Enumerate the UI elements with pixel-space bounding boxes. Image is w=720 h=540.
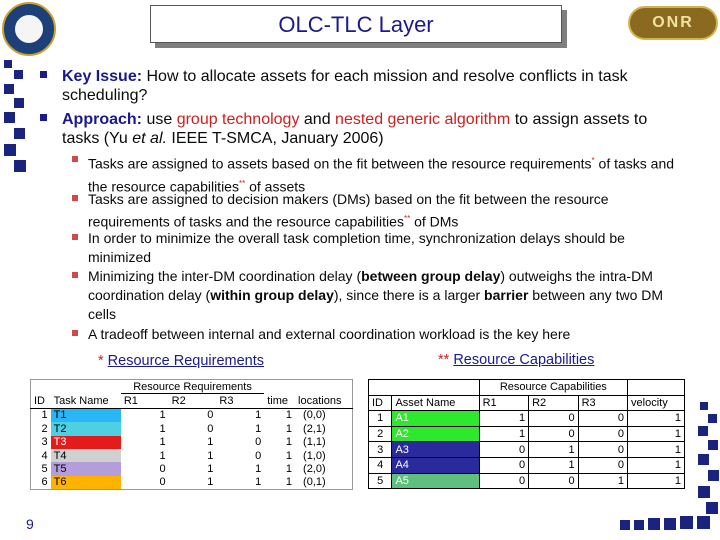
cell-loc: (2,1) [303,422,326,435]
cell-id: 5 [41,463,48,476]
cap-header-r2: R2 [529,395,578,411]
cap-header-velocity: velocity [628,395,685,411]
cell-id: 2 [41,422,48,435]
onr-logo: ONR [628,6,718,40]
cell-r2: 0 [207,422,214,435]
cell-id: 4 [41,449,48,462]
cell-r1: 1 [159,436,166,449]
cell-name: A4 [392,457,479,473]
cell-name: T4 [51,449,121,462]
cell-loc: (0,1) [303,476,326,489]
capabilities-table [368,379,685,489]
cap-header-r3: R3 [578,395,627,411]
cell-vel: 1 [628,426,685,442]
table-row [31,462,353,475]
cell-time: 1 [285,409,293,422]
cell-r1: 0 [479,442,528,458]
cap-header-id: ID [369,395,392,411]
cell-vel: 1 [628,473,685,489]
cell-r3: 1 [255,422,262,435]
subbullet-assets-fit: Tasks are assigned to assets based on the fit between the resource requirements* of tasks and the resource capabilities** of assets [88,151,688,196]
req-header-r2: R2 [171,395,186,408]
req-group-header: Resource Requirements [121,380,264,394]
cell-r3: 1 [255,476,262,489]
cell-name: T1 [51,408,121,422]
cell-id: 6 [41,476,48,489]
cell-r3: 1 [578,473,627,489]
page-number: 9 [26,516,34,532]
subbullet-tradeoff: A tradeoff between internal and external coordination workload is the key here [88,325,688,344]
table-row [369,426,685,442]
subbullet-dms-fit: Tasks are assigned to decision makers (DMs) based on the fit between the resource requirements of tasks and the resource capabilities** of DMs [88,190,688,232]
cell-r3: 0 [578,442,627,458]
cell-r2: 0 [529,411,578,427]
title-box [150,5,562,43]
cell-r3: 1 [255,409,262,422]
cell-loc: (0,0) [303,409,326,422]
cell-name: A1 [392,411,479,427]
table-row [31,436,353,449]
cell-vel: 1 [628,442,685,458]
bullet-key-issue: Key Issue: How to allocate assets for each mission and resolve conflicts in task scheduling? [62,67,652,105]
cell-id: 2 [369,426,392,442]
cell-id: 3 [369,442,392,458]
cell-id: 5 [369,473,392,489]
cell-loc: (2,0) [303,463,326,476]
cell-time: 1 [285,422,293,435]
cell-name: A5 [392,473,479,489]
cell-r3: 0 [578,426,627,442]
table-row [31,449,353,462]
cell-r1: 1 [159,409,166,422]
table-row [369,442,685,458]
cell-r2: 0 [529,426,578,442]
cell-name: T5 [51,462,121,475]
cell-id: 1 [369,411,392,427]
cell-time: 1 [285,436,293,449]
req-header-task: Task Name [53,394,109,407]
cell-vel: 1 [628,411,685,427]
resource-requirements-label: * Resource Requirements [98,353,265,369]
cell-name: T6 [51,476,121,490]
cell-r1: 1 [159,422,166,435]
cell-loc: (1,0) [303,449,326,462]
cell-r2: 0 [207,409,214,422]
resource-capabilities-label: ** Resource Capabilities [438,352,595,368]
cell-id: 4 [369,457,392,473]
cell-r1: 0 [479,457,528,473]
cell-r3: 1 [255,463,262,476]
cell-r1: 0 [159,463,166,476]
req-header-locations: locations [298,394,342,407]
req-header-r1: R1 [123,395,138,408]
cell-name: T2 [51,422,121,435]
cell-r1: 0 [479,473,528,489]
cell-r1: 1 [479,411,528,427]
cell-r2: 1 [207,449,214,462]
cell-r1: 1 [159,449,166,462]
subbullet-coordination-delay: Minimizing the inter-DM coordination delay (between group delay) outweighs the intra-DM coordination delay (within group delay), since there is a larger barrier between any two DM cells [88,267,688,324]
cell-r2: 1 [207,463,214,476]
cell-id: 3 [41,436,48,449]
cell-r3: 0 [578,457,627,473]
cap-header-asset: Asset Name [392,395,479,411]
cell-r2: 1 [207,436,214,449]
table-row [31,476,353,490]
university-seal-logo [2,2,56,56]
cell-name: T3 [51,436,121,449]
cap-header-r1: R1 [479,395,528,411]
cell-loc: (1,1) [303,436,326,449]
cell-r2: 1 [529,457,578,473]
cell-time: 1 [285,463,293,476]
table-row [31,422,353,435]
slide-title: OLC-TLC Layer [278,12,434,37]
cell-r3: 0 [255,449,262,462]
table-row [369,411,685,427]
cell-r2: 1 [529,442,578,458]
req-header-id: ID [34,394,45,407]
requirements-table [30,379,353,490]
cap-group-header: Resource Capabilities [479,380,627,396]
cell-vel: 1 [628,457,685,473]
cell-id: 1 [41,409,48,422]
cell-name: A3 [392,442,479,458]
cell-r1: 0 [159,476,166,489]
table-row [369,457,685,473]
table-row [31,408,353,422]
table-row [369,473,685,489]
req-header-r3: R3 [219,395,234,408]
cell-time: 1 [285,449,293,462]
cell-r2: 0 [529,473,578,489]
cell-r3: 0 [255,436,262,449]
cell-r1: 1 [479,426,528,442]
cell-name: A2 [392,426,479,442]
bullet-approach: Approach: use group technology and nested generic algorithm to assign assets to tasks (Yu et al. IEEE T-SMCA, January 2006) [62,110,652,148]
req-header-time: time [267,394,288,407]
cell-r2: 1 [207,476,214,489]
cell-time: 1 [285,476,293,489]
cell-r3: 0 [578,411,627,427]
subbullet-sync-delays: In order to minimize the overall task completion time, synchronization delays should be minimized [88,229,688,267]
